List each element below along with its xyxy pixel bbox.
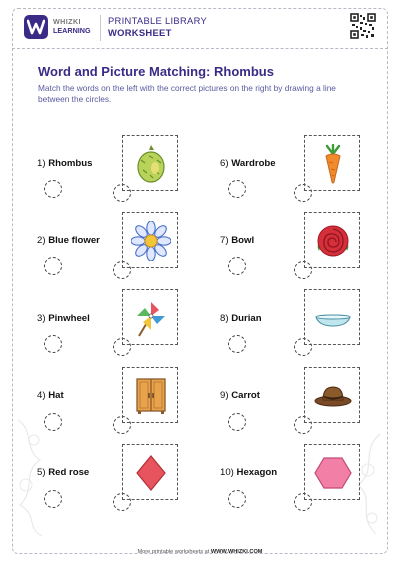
- qr-code-icon: [350, 13, 376, 39]
- picture-box-4: [122, 367, 178, 423]
- footer-prefix: More printable worksheets at: [137, 549, 211, 555]
- library-label: PRINTABLE LIBRARY: [108, 15, 208, 26]
- logo-badge-icon: [24, 15, 48, 39]
- word-circle-3[interactable]: [44, 335, 62, 353]
- durian-icon: [131, 144, 171, 184]
- word-label-9: 9) Carrot: [220, 390, 260, 401]
- word-circle-9[interactable]: [228, 413, 246, 431]
- footer: [0, 549, 400, 555]
- picture-box-7: [304, 212, 360, 268]
- word-circle-7[interactable]: [228, 257, 246, 275]
- red-rose-icon: [313, 221, 353, 261]
- word-label-10: 10) Hexagon: [220, 467, 278, 478]
- picture-box-2: [122, 212, 178, 268]
- header-divider: [12, 48, 388, 49]
- hat-icon: [313, 376, 353, 416]
- picture-box-9: [304, 367, 360, 423]
- logo-line1: WHIZKI: [53, 17, 81, 26]
- word-label-8: 8) Durian: [220, 313, 262, 324]
- picture-box-5: [122, 444, 178, 500]
- word-label-5: 5) Red rose: [37, 467, 90, 478]
- bowl-icon: [313, 298, 353, 338]
- header-separator: [100, 15, 101, 41]
- blue-flower-icon: [131, 221, 171, 261]
- picture-box-8: [304, 289, 360, 345]
- picture-box-3: [122, 289, 178, 345]
- word-label-2: 2) Blue flower: [37, 235, 100, 246]
- instructions: Match the words on the left with the correct pictures on the right by drawing a line between the circles.: [38, 83, 336, 104]
- word-circle-8[interactable]: [228, 335, 246, 353]
- word-circle-6[interactable]: [228, 180, 246, 198]
- whizki-logo[interactable]: [24, 15, 94, 43]
- hexagon-icon: [313, 453, 353, 493]
- word-label-3: 3) Pinwheel: [37, 313, 90, 324]
- logo-text: [53, 17, 91, 35]
- footer-site-link[interactable]: WWW.WHIZKI.COM: [210, 549, 263, 555]
- carrot-icon: [313, 144, 353, 184]
- logo-line2: LEARNING: [53, 26, 91, 35]
- worksheet-title: Word and Picture Matching: Rhombus: [38, 64, 274, 79]
- word-label-4: 4) Hat: [37, 390, 64, 401]
- picture-box-10: [304, 444, 360, 500]
- word-label-1: 1) Rhombus: [37, 158, 93, 169]
- header-titles: [108, 15, 207, 39]
- picture-box-6: [304, 135, 360, 191]
- pinwheel-icon: [131, 298, 171, 338]
- worksheet-label: WORKSHEET: [108, 27, 172, 38]
- word-circle-5[interactable]: [44, 490, 62, 508]
- picture-box-1: [122, 135, 178, 191]
- rhombus-icon: [131, 453, 171, 493]
- word-circle-10[interactable]: [228, 490, 246, 508]
- word-label-6: 6) Wardrobe: [220, 158, 276, 169]
- word-circle-2[interactable]: [44, 257, 62, 275]
- header: [24, 12, 376, 46]
- word-circle-4[interactable]: [44, 413, 62, 431]
- wardrobe-icon: [131, 376, 171, 416]
- word-label-7: 7) Bowl: [220, 235, 255, 246]
- word-circle-1[interactable]: [44, 180, 62, 198]
